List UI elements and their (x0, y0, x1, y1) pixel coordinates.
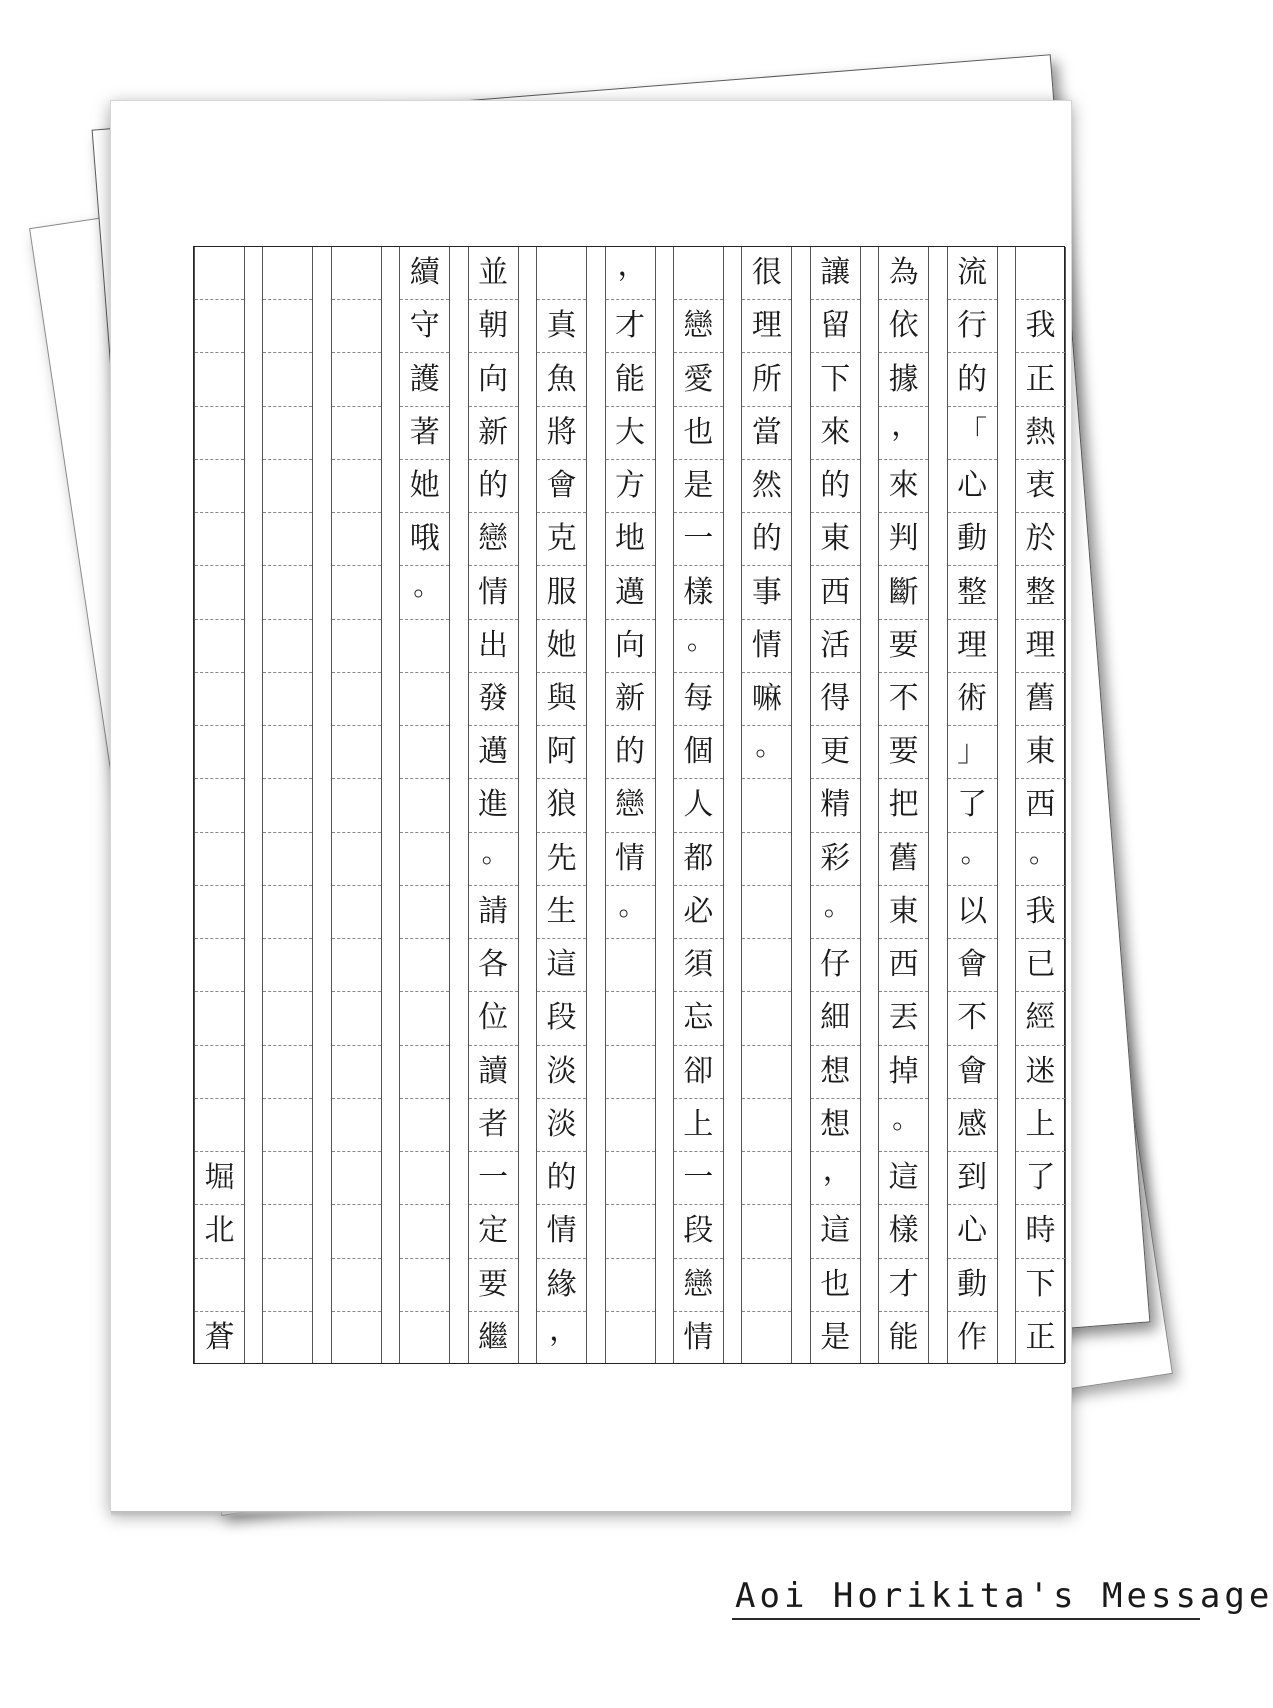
manuscript-cell (263, 353, 312, 406)
manuscript-cell: 流 (948, 247, 997, 300)
manuscript-cell: 戀 (606, 779, 655, 832)
manuscript-cell (606, 1099, 655, 1152)
manuscript-cell: 要 (879, 726, 928, 779)
manuscript-cell: 堀 (195, 1152, 244, 1205)
manuscript-cell: 一 (469, 1152, 518, 1205)
manuscript-cell: 理 (742, 300, 791, 353)
manuscript-cell: 精 (811, 779, 860, 832)
manuscript-cell: 行 (948, 300, 997, 353)
manuscript-cell (742, 1152, 791, 1205)
manuscript-cell: 著 (400, 407, 449, 460)
manuscript-cell: 。 (674, 620, 723, 673)
manuscript-cell: 正 (1025, 1320, 1056, 1356)
manuscript-cell (263, 513, 312, 566)
manuscript-cell (400, 673, 449, 726)
manuscript-cell (332, 300, 381, 353)
message-caption: Aoi Horikita's Message (735, 1576, 1273, 1616)
manuscript-cell (400, 833, 449, 886)
manuscript-cell: 嘛 (742, 673, 791, 726)
manuscript-cell: 。 (879, 1099, 928, 1152)
manuscript-cell (606, 1259, 655, 1312)
manuscript-cell: 西 (811, 566, 860, 619)
manuscript-column (741, 247, 792, 1363)
manuscript-cell (742, 833, 791, 886)
manuscript-cell: 向 (469, 353, 518, 406)
manuscript-cell: 方 (606, 460, 655, 513)
manuscript-cell: 然 (742, 460, 791, 513)
manuscript-cell: 並 (469, 247, 518, 300)
manuscript-cell: 朝 (469, 300, 518, 353)
manuscript-cell (1016, 247, 1065, 300)
manuscript-cell (263, 460, 312, 513)
manuscript-cell (742, 1259, 791, 1312)
manuscript-cell: ， (549, 1312, 580, 1348)
manuscript-cell: 掉 (879, 1046, 928, 1099)
manuscript-cell: 要 (469, 1259, 518, 1312)
manuscript-cell: 留 (811, 300, 860, 353)
manuscript-cell (332, 407, 381, 460)
manuscript-cell: 東 (1016, 726, 1065, 779)
manuscript-cell: 上 (674, 1099, 723, 1152)
manuscript-cell: ， (811, 1152, 860, 1205)
manuscript-cell (263, 407, 312, 460)
manuscript-cell: 。 (742, 726, 791, 779)
manuscript-cell: 讓 (811, 247, 860, 300)
manuscript-cell (263, 726, 312, 779)
manuscript-cell (742, 779, 791, 832)
manuscript-cell (263, 779, 312, 832)
manuscript-cell: 先 (537, 833, 586, 886)
manuscript-cell (195, 833, 244, 886)
manuscript-cell: 發 (469, 673, 518, 726)
manuscript-column (878, 247, 929, 1363)
manuscript-cell: 個 (674, 726, 723, 779)
manuscript-cell (195, 566, 244, 619)
manuscript-cell (195, 247, 244, 300)
manuscript-cell: 卻 (674, 1046, 723, 1099)
manuscript-cell: 者 (469, 1099, 518, 1152)
manuscript-cell (263, 247, 312, 300)
manuscript-cell: 也 (811, 1259, 860, 1312)
manuscript-cell: 依 (879, 300, 928, 353)
manuscript-cell (263, 1312, 312, 1365)
manuscript-column (536, 247, 587, 1363)
manuscript-cell: 事 (742, 566, 791, 619)
manuscript-cell (195, 1259, 244, 1312)
manuscript-cell: 的 (948, 353, 997, 406)
manuscript-cell: 她 (537, 620, 586, 673)
manuscript-cell (332, 992, 381, 1045)
manuscript-cell (195, 460, 244, 513)
manuscript-cell: 新 (469, 407, 518, 460)
manuscript-cell: 理 (948, 620, 997, 673)
manuscript-cell: 新 (606, 673, 655, 726)
manuscript-cell (742, 1205, 791, 1258)
manuscript-cell: 要 (879, 620, 928, 673)
manuscript-cell: 讀 (469, 1046, 518, 1099)
manuscript-cell: 會 (537, 460, 586, 513)
manuscript-cell: 」 (948, 726, 997, 779)
manuscript-cell: 段 (674, 1205, 723, 1258)
manuscript-cell: 邁 (469, 726, 518, 779)
manuscript-cell: 一 (674, 513, 723, 566)
manuscript-cell (195, 353, 244, 406)
manuscript-cell: 淡 (537, 1099, 586, 1152)
manuscript-cell: 西 (1016, 779, 1065, 832)
manuscript-cell: 情 (683, 1320, 714, 1356)
manuscript-cell: 。 (811, 886, 860, 939)
manuscript-column (810, 247, 861, 1363)
manuscript-cell: 細 (811, 992, 860, 1045)
manuscript-cell: 這 (537, 939, 586, 992)
manuscript-cell: 的 (742, 513, 791, 566)
manuscript-cell: 我 (1016, 300, 1065, 353)
manuscript-cell: 生 (537, 886, 586, 939)
manuscript-column (947, 247, 998, 1363)
manuscript-cell: 魚 (537, 353, 586, 406)
manuscript-cell: 的 (537, 1152, 586, 1205)
manuscript-cell: 當 (742, 407, 791, 460)
manuscript-cell: 邁 (606, 566, 655, 619)
manuscript-cell (263, 1259, 312, 1312)
manuscript-cell: 不 (879, 673, 928, 726)
manuscript-cell: 向 (606, 620, 655, 673)
manuscript-cell: ， (606, 247, 655, 300)
manuscript-cell: 北 (195, 1205, 244, 1258)
manuscript-cell (332, 1046, 381, 1099)
manuscript-cell (606, 1205, 655, 1258)
manuscript-cell (400, 939, 449, 992)
manuscript-cell (195, 779, 244, 832)
manuscript-cell (332, 1312, 381, 1365)
manuscript-cell: 下 (1016, 1259, 1065, 1312)
manuscript-cell (400, 1046, 449, 1099)
manuscript-cell: 出 (469, 620, 518, 673)
manuscript-cell (195, 1099, 244, 1152)
manuscript-cell (400, 1099, 449, 1152)
manuscript-cell (263, 1046, 312, 1099)
manuscript-cell: 心 (948, 1205, 997, 1258)
manuscript-cell (263, 566, 312, 619)
manuscript-cell (400, 779, 449, 832)
manuscript-column (399, 247, 450, 1363)
manuscript-cell (263, 833, 312, 886)
manuscript-cell: 一 (674, 1152, 723, 1205)
manuscript-cell: 請 (469, 886, 518, 939)
manuscript-cell: 舊 (879, 833, 928, 886)
manuscript-cell: 正 (1016, 353, 1065, 406)
manuscript-cell (537, 247, 586, 300)
manuscript-cell: 術 (948, 673, 997, 726)
manuscript-column (194, 247, 245, 1363)
manuscript-cell: 這 (811, 1205, 860, 1258)
manuscript-cell: 須 (674, 939, 723, 992)
manuscript-cell (400, 620, 449, 673)
manuscript-cell: 熱 (1016, 407, 1065, 460)
manuscript-cell: 把 (879, 779, 928, 832)
manuscript-cell (195, 992, 244, 1045)
manuscript-cell (400, 1259, 449, 1312)
manuscript-column (468, 247, 519, 1363)
manuscript-cell (263, 1152, 312, 1205)
manuscript-cell: 情 (537, 1205, 586, 1258)
manuscript-cell: 地 (606, 513, 655, 566)
manuscript-cell: 斷 (879, 566, 928, 619)
manuscript-cell: 才 (606, 300, 655, 353)
manuscript-cell (332, 1099, 381, 1152)
manuscript-cell (742, 1312, 791, 1365)
manuscript-cell: 活 (811, 620, 860, 673)
manuscript-cell (400, 1312, 449, 1365)
manuscript-cell: 都 (674, 833, 723, 886)
manuscript-cell (263, 1205, 312, 1258)
manuscript-cell (742, 1099, 791, 1152)
manuscript-cell: 衷 (1016, 460, 1065, 513)
manuscript-cell (332, 460, 381, 513)
manuscript-cell: 才 (879, 1259, 928, 1312)
manuscript-cell (332, 247, 381, 300)
caption-underline (732, 1618, 1200, 1620)
manuscript-cell: 能 (888, 1320, 919, 1356)
manuscript-cell: 緣 (537, 1259, 586, 1312)
manuscript-cell (400, 1152, 449, 1205)
manuscript-cell: 以 (948, 886, 997, 939)
manuscript-cell: 忘 (674, 992, 723, 1045)
manuscript-cell: 樣 (879, 1205, 928, 1258)
manuscript-cell: 不 (948, 992, 997, 1045)
manuscript-cell (400, 992, 449, 1045)
manuscript-cell (332, 1152, 381, 1205)
manuscript-column (262, 247, 313, 1363)
manuscript-cell: ， (879, 407, 928, 460)
manuscript-cell: 的 (469, 460, 518, 513)
manuscript-cell: 經 (1016, 992, 1065, 1045)
manuscript-cell: 段 (537, 992, 586, 1045)
manuscript-cell (195, 673, 244, 726)
manuscript-cell: 續 (400, 247, 449, 300)
manuscript-cell: 是 (674, 460, 723, 513)
manuscript-cell: 東 (879, 886, 928, 939)
manuscript-cell: 進 (469, 779, 518, 832)
manuscript-cell: 這 (879, 1152, 928, 1205)
manuscript-cell: 感 (948, 1099, 997, 1152)
manuscript-cell: 大 (606, 407, 655, 460)
manuscript-cell: 樣 (674, 566, 723, 619)
manuscript-cell (195, 407, 244, 460)
manuscript-cell (263, 300, 312, 353)
manuscript-cell: 淡 (537, 1046, 586, 1099)
manuscript-cell: 每 (674, 673, 723, 726)
manuscript-cell: 。 (469, 833, 518, 886)
manuscript-cell (400, 1205, 449, 1258)
manuscript-cell (332, 353, 381, 406)
manuscript-cell: 「 (948, 407, 997, 460)
manuscript-cell (742, 939, 791, 992)
manuscript-cell: 心 (948, 460, 997, 513)
manuscript-cell (332, 1205, 381, 1258)
manuscript-cell (263, 886, 312, 939)
manuscript-cell (606, 1046, 655, 1099)
manuscript-cell: 為 (879, 247, 928, 300)
manuscript-cell: 彩 (811, 833, 860, 886)
manuscript-cell: 上 (1016, 1099, 1065, 1152)
manuscript-cell (606, 1152, 655, 1205)
manuscript-cell (400, 886, 449, 939)
manuscript-column (605, 247, 656, 1363)
manuscript-cell: 護 (400, 353, 449, 406)
manuscript-cell: 阿 (537, 726, 586, 779)
manuscript-cell: 會 (948, 1046, 997, 1099)
manuscript-cell: 更 (811, 726, 860, 779)
manuscript-cell (606, 1312, 655, 1365)
manuscript-cell (332, 939, 381, 992)
manuscript-cell: 。 (1016, 833, 1065, 886)
manuscript-cell: 定 (469, 1205, 518, 1258)
manuscript-cell: 戀 (469, 513, 518, 566)
manuscript-cell: 於 (1016, 513, 1065, 566)
manuscript-cell (195, 1046, 244, 1099)
manuscript-cell: 的 (606, 726, 655, 779)
manuscript-cell (332, 566, 381, 619)
manuscript-cell: 了 (1016, 1152, 1065, 1205)
manuscript-cell: 東 (811, 513, 860, 566)
manuscript-cell: 來 (879, 460, 928, 513)
manuscript-cell: 情 (469, 566, 518, 619)
manuscript-cell: 丟 (879, 992, 928, 1045)
manuscript-cell (332, 779, 381, 832)
manuscript-cell (332, 620, 381, 673)
manuscript-cell: 仔 (811, 939, 860, 992)
manuscript-cell: 西 (879, 939, 928, 992)
manuscript-cell: 服 (537, 566, 586, 619)
manuscript-cell (263, 673, 312, 726)
manuscript-cell: 愛 (674, 353, 723, 406)
manuscript-cell: 。 (400, 566, 449, 619)
manuscript-cell: 想 (811, 1099, 860, 1152)
manuscript-cell: 動 (948, 1259, 997, 1312)
manuscript-cell (400, 726, 449, 779)
manuscript-cell: 判 (879, 513, 928, 566)
manuscript-cell (195, 300, 244, 353)
manuscript-cell: 情 (742, 620, 791, 673)
manuscript-cell: 情 (606, 833, 655, 886)
manuscript-cell: 作 (957, 1320, 988, 1356)
manuscript-column (673, 247, 724, 1363)
manuscript-cell: 理 (1016, 620, 1065, 673)
manuscript-cell (195, 886, 244, 939)
manuscript-cell: 將 (537, 407, 586, 460)
manuscript-cell: 克 (537, 513, 586, 566)
manuscript-cell: 人 (674, 779, 723, 832)
manuscript-cell (332, 886, 381, 939)
manuscript-cell: 已 (1016, 939, 1065, 992)
manuscript-cell (606, 939, 655, 992)
manuscript-cell (195, 620, 244, 673)
manuscript-cell: 真 (537, 300, 586, 353)
manuscript-cell (332, 726, 381, 779)
manuscript-cell (742, 1046, 791, 1099)
manuscript-cell: 來 (811, 407, 860, 460)
manuscript-cell: 整 (1016, 566, 1065, 619)
manuscript-cell: 動 (948, 513, 997, 566)
manuscript-cell: 了 (948, 779, 997, 832)
manuscript-cell (263, 992, 312, 1045)
manuscript-cell: 的 (811, 460, 860, 513)
manuscript-cell: 據 (879, 353, 928, 406)
manuscript-cell (195, 726, 244, 779)
manuscript-cell: 整 (948, 566, 997, 619)
manuscript-cell: 到 (948, 1152, 997, 1205)
manuscript-cell (263, 620, 312, 673)
manuscript-cell (606, 992, 655, 1045)
manuscript-cell: 是 (820, 1320, 851, 1356)
manuscript-cell: 迷 (1016, 1046, 1065, 1099)
manuscript-cell: 她 (400, 460, 449, 513)
manuscript-cell (332, 673, 381, 726)
manuscript-cell: 時 (1016, 1205, 1065, 1258)
manuscript-cell: 戀 (674, 300, 723, 353)
manuscript-cell: 很 (742, 247, 791, 300)
manuscript-cell (742, 886, 791, 939)
manuscript-cell: 必 (674, 886, 723, 939)
manuscript-cell: 與 (537, 673, 586, 726)
manuscript-cell: 哦 (400, 513, 449, 566)
manuscript-cell (674, 247, 723, 300)
manuscript-cell: 蒼 (204, 1320, 235, 1356)
manuscript-cell: 也 (674, 407, 723, 460)
manuscript-cell (263, 939, 312, 992)
manuscript-cell (742, 992, 791, 1045)
manuscript-cell (332, 513, 381, 566)
manuscript-cell (195, 939, 244, 992)
manuscript-column (331, 247, 382, 1363)
manuscript-cell: 所 (742, 353, 791, 406)
manuscript-cell (263, 1099, 312, 1152)
manuscript-cell: 得 (811, 673, 860, 726)
manuscript-cell: 狼 (537, 779, 586, 832)
manuscript-cell (332, 833, 381, 886)
manuscript-cell: 。 (948, 833, 997, 886)
manuscript-cell (332, 1259, 381, 1312)
manuscript-cell: 想 (811, 1046, 860, 1099)
manuscript-grid (193, 246, 1065, 1364)
manuscript-cell: 能 (606, 353, 655, 406)
manuscript-cell: 。 (606, 886, 655, 939)
manuscript-cell: 繼 (478, 1320, 509, 1356)
manuscript-cell: 各 (469, 939, 518, 992)
manuscript-cell: 會 (948, 939, 997, 992)
manuscript-cell: 守 (400, 300, 449, 353)
manuscript-cell: 舊 (1016, 673, 1065, 726)
manuscript-cell: 我 (1016, 886, 1065, 939)
manuscript-cell: 戀 (674, 1259, 723, 1312)
manuscript-cell: 下 (811, 353, 860, 406)
manuscript-column (1015, 247, 1066, 1363)
manuscript-cell (195, 513, 244, 566)
manuscript-cell: 位 (469, 992, 518, 1045)
